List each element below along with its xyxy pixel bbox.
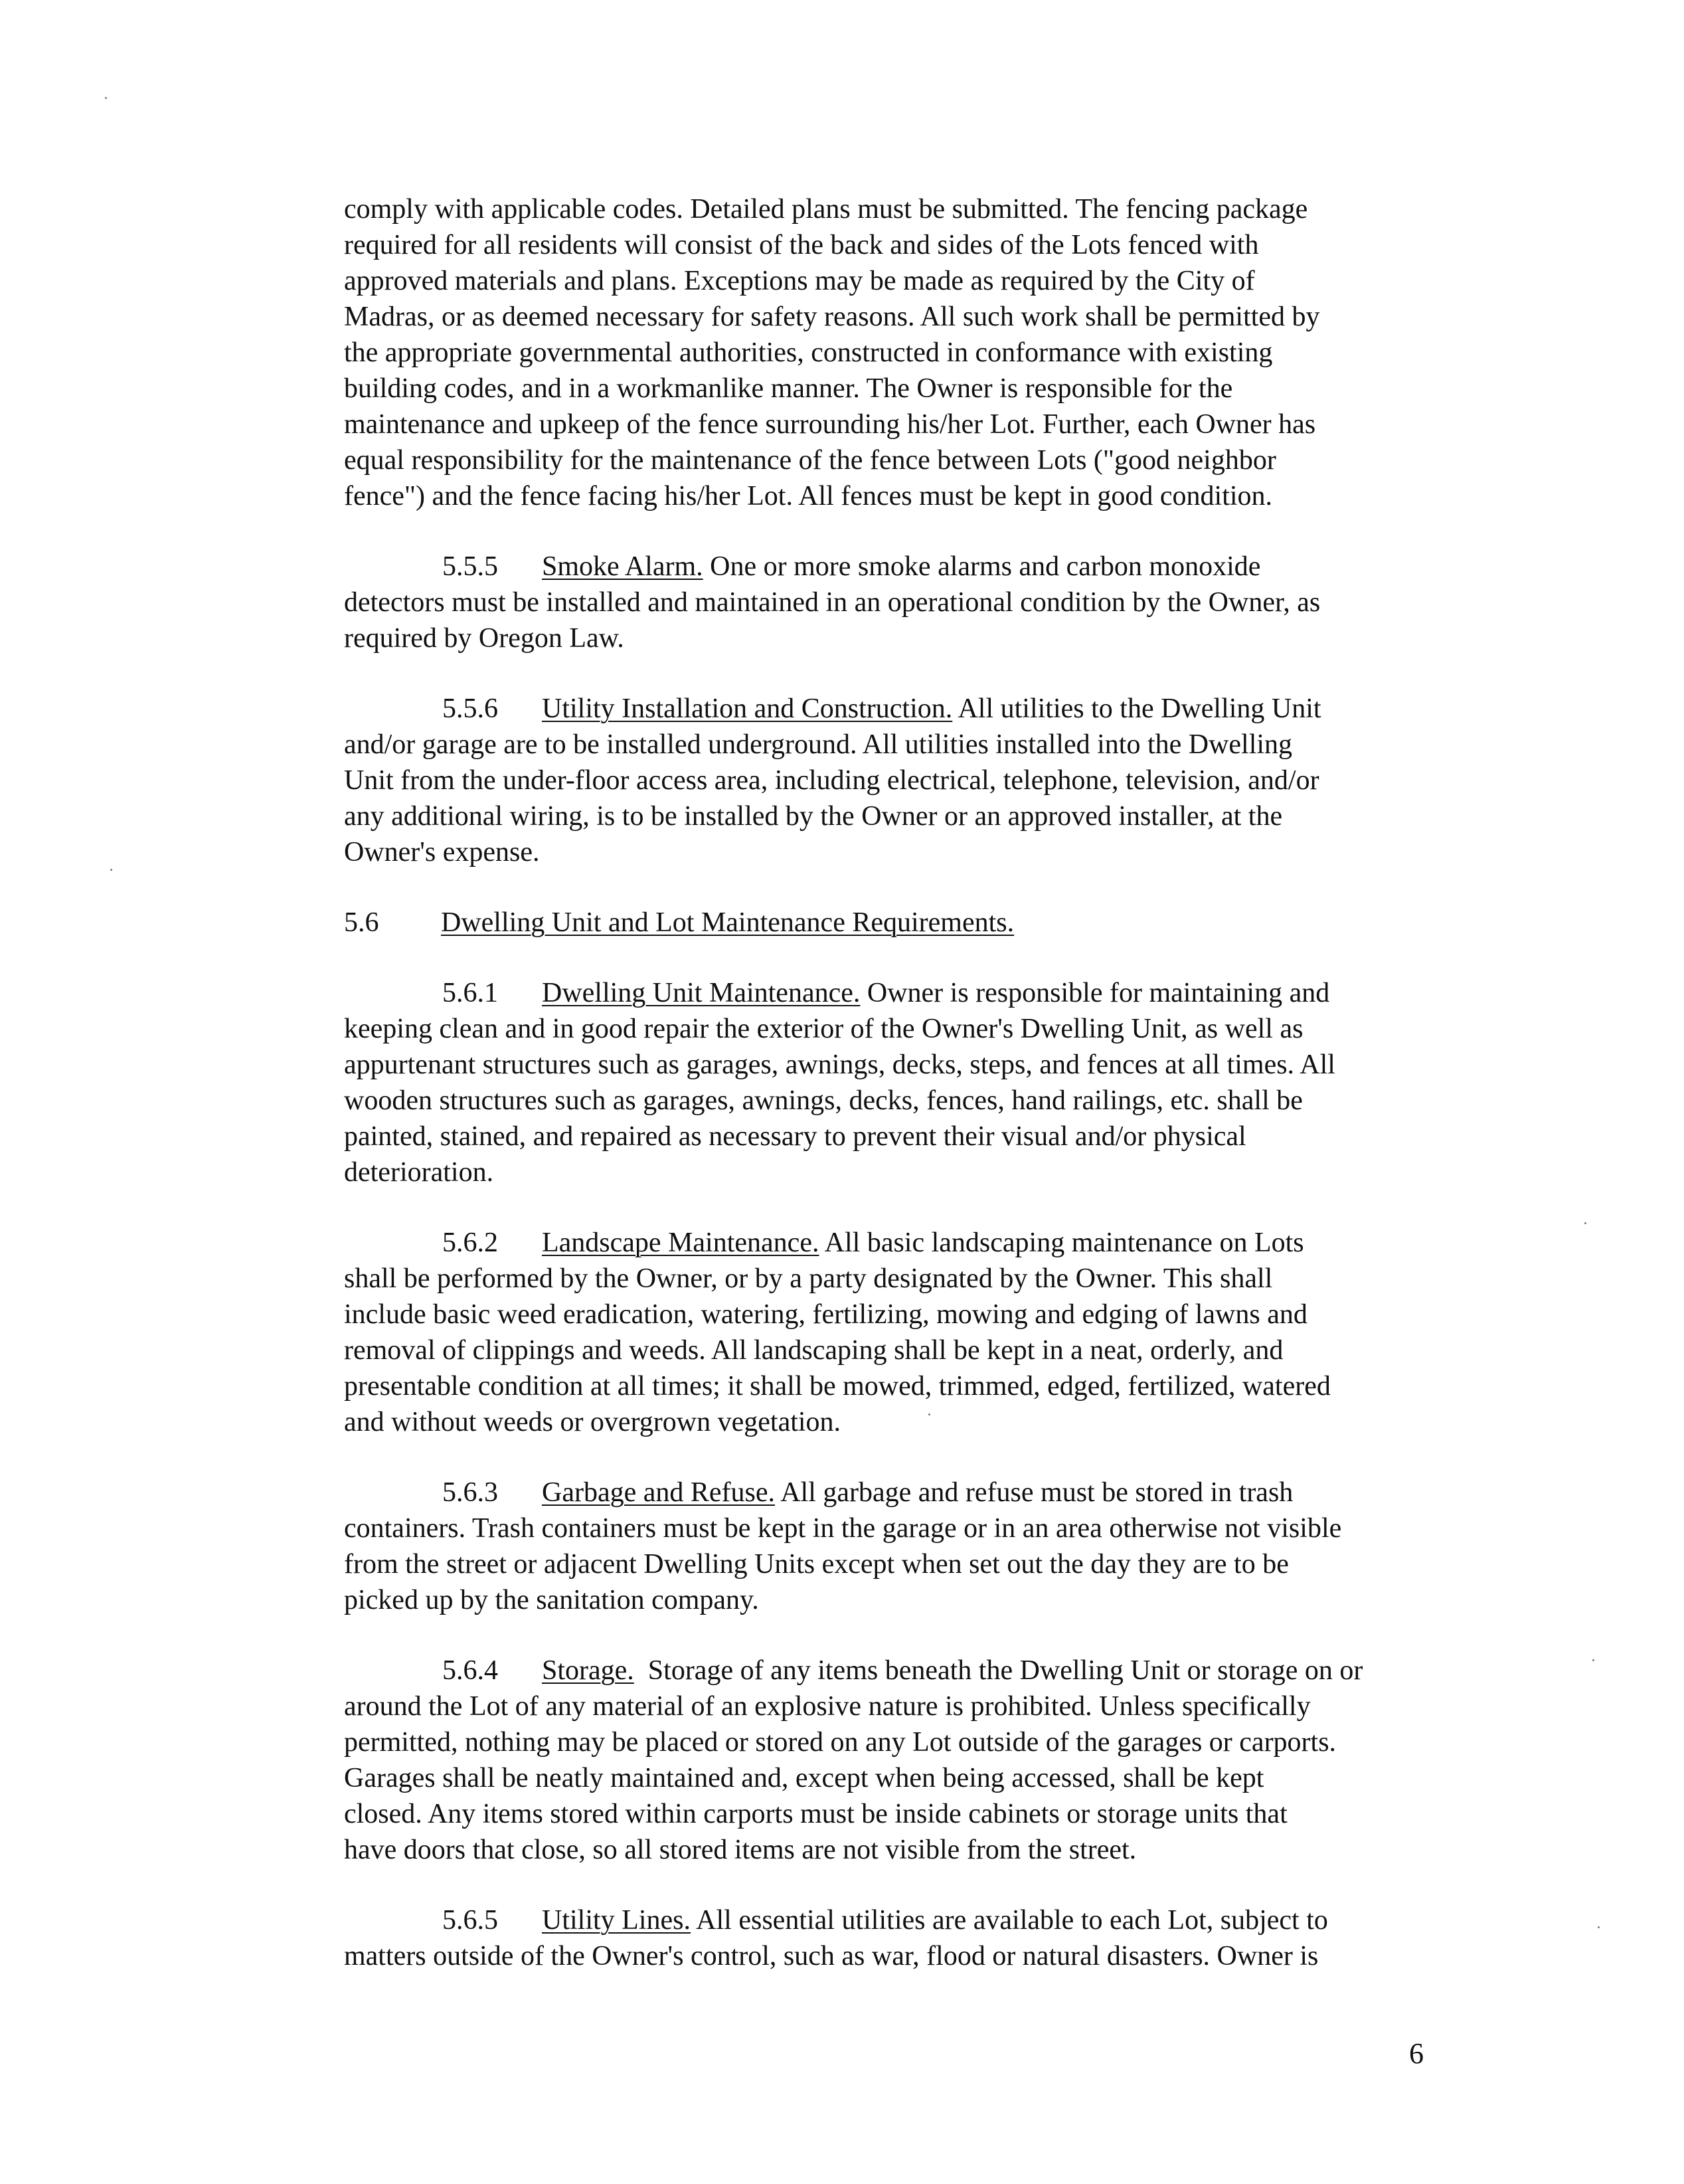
section-text: One or more smoke alarms and carbon monoxide bbox=[703, 551, 1261, 582]
section-heading: Dwelling Unit Maintenance. bbox=[542, 978, 861, 1008]
paragraph-line: permitted, nothing may be placed or stored on any Lot outside of the garages or carports. bbox=[344, 1727, 1337, 1758]
paragraph-line: Unit from the under-floor access area, including electrical, telephone, television, and/or bbox=[344, 765, 1319, 796]
section-heading: Storage. bbox=[542, 1655, 634, 1686]
section-first-line bbox=[344, 905, 1014, 941]
paragraph-line: and/or garage are to be installed underground. All utilities installed into the Dwelling bbox=[344, 729, 1293, 760]
paragraph-line: presentable condition at all times; it shall be mowed, trimmed, edged, fertilized, watered bbox=[344, 1371, 1331, 1402]
section-first-line bbox=[442, 549, 1260, 585]
section-first-line bbox=[442, 1225, 1304, 1261]
section-heading: Utility Lines. bbox=[542, 1905, 691, 1936]
section-text: Storage of any items beneath the Dwelling Unit or storage on or bbox=[633, 1655, 1363, 1686]
paragraph-line: required for all residents will consist of the back and sides of the Lots fenced with bbox=[344, 230, 1259, 260]
section-number: 5.6 bbox=[344, 907, 379, 938]
paragraph-line: deterioration. bbox=[344, 1157, 494, 1188]
section-first-line bbox=[442, 691, 1321, 727]
paragraph-line: required by Oregon Law. bbox=[344, 623, 624, 654]
section-number: 5.6.2 bbox=[442, 1228, 498, 1258]
paragraph-line: shall be performed by the Owner, or by a party designated by the Owner. This shall bbox=[344, 1263, 1273, 1294]
section-first-line bbox=[442, 1902, 1328, 1938]
paragraph-line: detectors must be installed and maintained in an operational condition by the Owner, as bbox=[344, 587, 1321, 618]
paragraph-line: maintenance and upkeep of the fence surrounding his/her Lot. Further, each Owner has bbox=[344, 409, 1316, 440]
paragraph-line: include basic weed eradication, watering, fertilizing, mowing and edging of lawns and bbox=[344, 1299, 1307, 1330]
paragraph-line: and without weeds or overgrown vegetation. bbox=[344, 1407, 841, 1437]
paragraph-line: any additional wiring, is to be installed by the Owner or an approved installer, at the bbox=[344, 801, 1283, 832]
scan-speck bbox=[1598, 1926, 1600, 1928]
scan-speck bbox=[1592, 1659, 1594, 1661]
paragraph-line: removal of clippings and weeds. All landscaping shall be kept in a neat, orderly, and bbox=[344, 1335, 1284, 1366]
section-first-line bbox=[442, 1653, 1363, 1688]
scan-speck bbox=[105, 97, 107, 99]
section-number: 5.6.1 bbox=[442, 978, 498, 1008]
scan-speck bbox=[110, 869, 112, 871]
paragraph-line: approved materials and plans. Exceptions may be made as required by the City of bbox=[344, 266, 1255, 296]
paragraph-line: the appropriate governmental authorities, constructed in conformance with existing bbox=[344, 337, 1273, 368]
paragraph-line: Madras, or as deemed necessary for safety reasons. All such work shall be permitted by bbox=[344, 302, 1320, 332]
section-heading: Garbage and Refuse. bbox=[542, 1477, 776, 1508]
paragraph-line: around the Lot of any material of an explosive nature is prohibited. Unless specifically bbox=[344, 1691, 1311, 1722]
section-first-line bbox=[442, 1475, 1293, 1510]
paragraph-line: Garages shall be neatly maintained and, except when being accessed, shall be kept bbox=[344, 1763, 1264, 1793]
section-number: 5.5.5 bbox=[442, 551, 498, 582]
section-heading: Utility Installation and Construction. bbox=[542, 693, 953, 724]
section-heading: Dwelling Unit and Lot Maintenance Requirements. bbox=[441, 907, 1015, 938]
section-heading: Smoke Alarm. bbox=[542, 551, 703, 582]
paragraph-line: closed. Any items stored within carports must be inside cabinets or storage units that bbox=[344, 1799, 1288, 1829]
paragraph-line: appurtenant structures such as garages, awnings, decks, steps, and fences at all times. All bbox=[344, 1049, 1335, 1080]
paragraph-line: keeping clean and in good repair the exterior of the Owner's Dwelling Unit, as well as bbox=[344, 1014, 1304, 1044]
paragraph-line: matters outside of the Owner's control, such as war, flood or natural disasters. Owner is bbox=[344, 1941, 1319, 1971]
paragraph-line: have doors that close, so all stored items are not visible from the street. bbox=[344, 1835, 1137, 1865]
paragraph-line: fence") and the fence facing his/her Lot. All fences must be kept in good condition. bbox=[344, 481, 1273, 511]
paragraph-line: comply with applicable codes. Detailed plans must be submitted. The fencing package bbox=[344, 194, 1308, 225]
paragraph-line: picked up by the sanitation company. bbox=[344, 1585, 759, 1615]
section-first-line bbox=[442, 975, 1329, 1011]
section-text: All utilities to the Dwelling Unit bbox=[952, 693, 1321, 724]
section-text: All basic landscaping maintenance on Lots bbox=[819, 1228, 1304, 1258]
page-number: 6 bbox=[1409, 2037, 1424, 2070]
paragraph-line: painted, stained, and repaired as necessary to prevent their visual and/or physical bbox=[344, 1121, 1246, 1152]
section-text: All essential utilities are available to each Lot, subject to bbox=[691, 1905, 1328, 1936]
scan-speck bbox=[928, 1413, 930, 1415]
section-number: 5.6.4 bbox=[442, 1655, 498, 1686]
paragraph-line: from the street or adjacent Dwelling Units except when set out the day they are to be bbox=[344, 1549, 1289, 1580]
scan-speck bbox=[1584, 1222, 1586, 1224]
paragraph-line: containers. Trash containers must be kept in the garage or in an area otherwise not visible bbox=[344, 1513, 1342, 1544]
section-text: Owner is responsible for maintaining and bbox=[860, 978, 1330, 1008]
section-heading: Landscape Maintenance. bbox=[542, 1228, 819, 1258]
paragraph-line: building codes, and in a workmanlike manner. The Owner is responsible for the bbox=[344, 373, 1233, 404]
section-number: 5.5.6 bbox=[442, 693, 498, 724]
paragraph-line: wooden structures such as garages, awnings, decks, fences, hand railings, etc. shall be bbox=[344, 1085, 1303, 1116]
paragraph-line: Owner's expense. bbox=[344, 837, 540, 867]
paragraph-line: equal responsibility for the maintenance of the fence between Lots ("good neighbor bbox=[344, 445, 1276, 476]
section-number: 5.6.3 bbox=[442, 1477, 498, 1508]
section-text: All garbage and refuse must be stored in trash bbox=[775, 1477, 1294, 1508]
section-number: 5.6.5 bbox=[442, 1905, 498, 1936]
